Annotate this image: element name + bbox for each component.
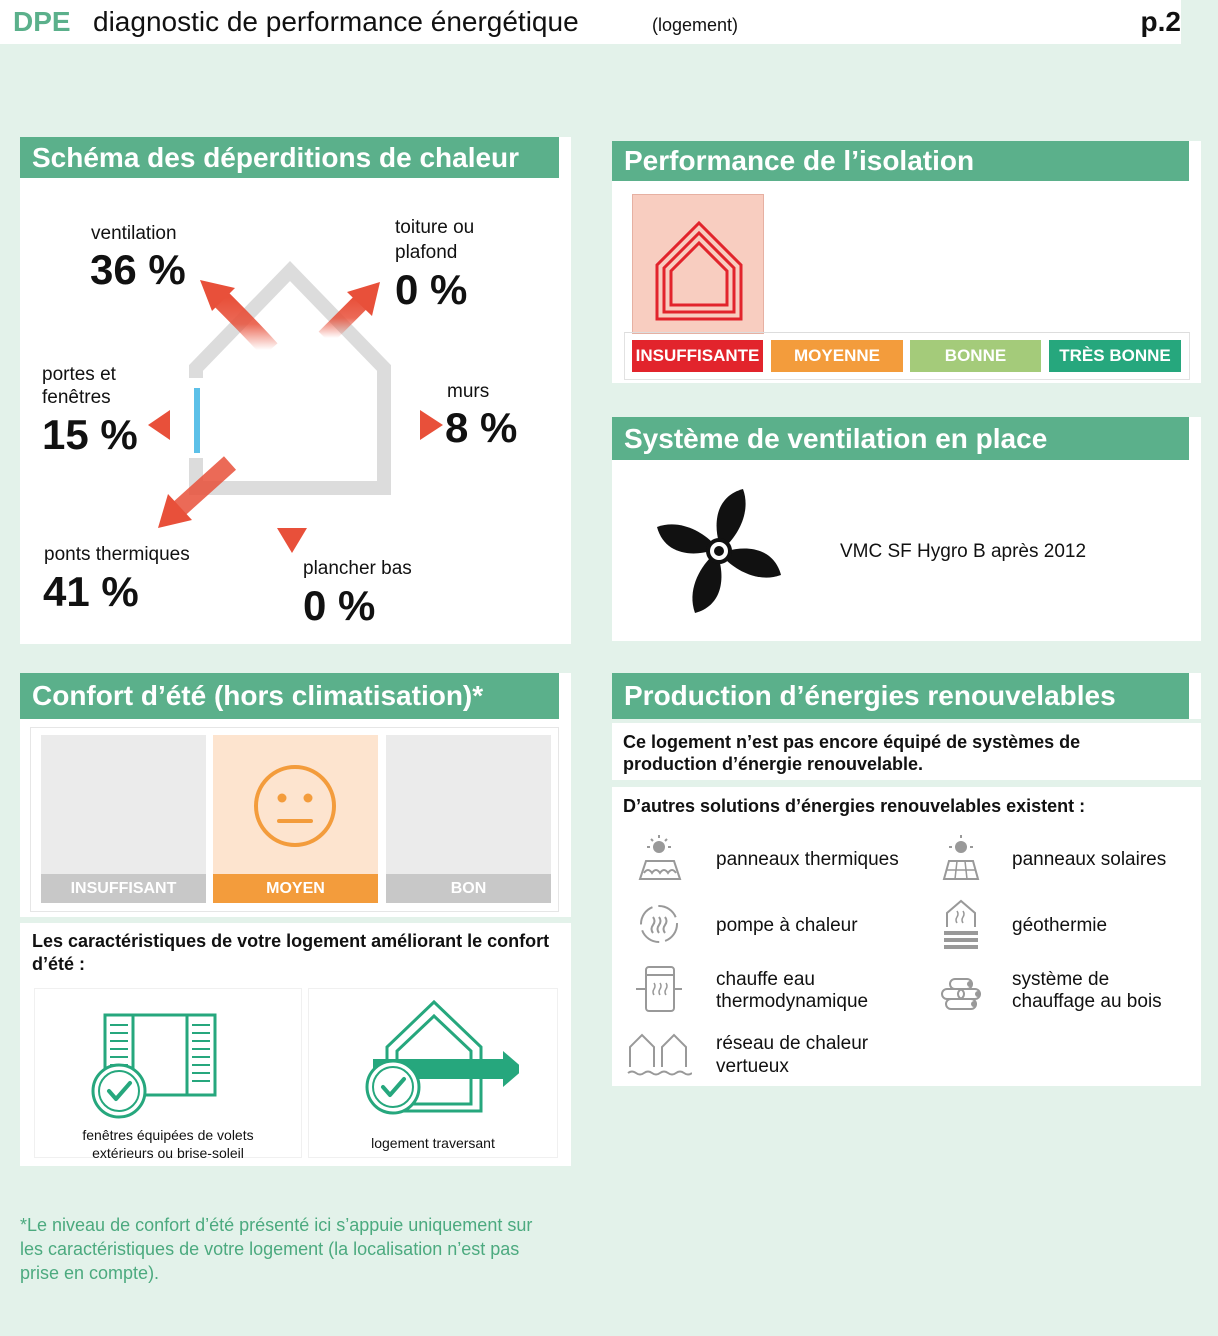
confort-level-bon: [386, 735, 551, 903]
confort-label-moyen: MOYEN: [213, 874, 378, 903]
renouvelables-status-line-2: production d’énergie renouvelable.: [623, 754, 924, 774]
shutters-icon: [90, 1007, 250, 1122]
portes-arrowhead: [148, 410, 170, 440]
confort-label-insuffisant: INSUFFISANT: [41, 874, 206, 903]
title-tail: [1189, 141, 1201, 181]
portes-value: 15 %: [42, 411, 138, 458]
ventilation-system-title-text: Système de ventilation en place: [624, 422, 1048, 454]
wood-heating-icon: [934, 963, 988, 1017]
heat-network-icon: [626, 1027, 692, 1081]
confort-label-bon: BON: [386, 874, 551, 903]
ponts-label: ponts thermiques: [44, 544, 190, 565]
title-tail: [559, 673, 571, 719]
cross-ventilation-house-icon: [359, 999, 519, 1124]
geothermal-icon: [934, 897, 988, 951]
confort-footnote: [20, 1213, 532, 1285]
solution-panneaux-thermiques: panneaux thermiques: [716, 849, 899, 870]
murs-value: 8 %: [445, 404, 518, 451]
page-number: p.2: [1140, 6, 1181, 37]
confort-characteristics-panel: [20, 923, 571, 1166]
solution-geothermie: géothermie: [1012, 915, 1108, 936]
confort-title: [20, 673, 571, 719]
isolation-level-insuffisante: INSUFFISANTE: [632, 340, 763, 372]
footnote-line-2: les caractéristiques de votre logement (la localisation n’est pas: [20, 1239, 520, 1259]
murs-label: murs: [447, 381, 490, 402]
document-subtitle: (logement): [652, 15, 739, 35]
footnote-line-3: prise en compte).: [20, 1263, 160, 1283]
thermal-panel-icon: [632, 833, 686, 887]
ventilation-system-value: VMC SF Hygro B après 2012: [840, 541, 1087, 562]
renouvelables-status-line-1: Ce logement n’est pas encore équipé de systèmes de: [623, 732, 1081, 752]
dpe-brand: DPE: [13, 6, 71, 37]
isolation-level-bonne: BONNE: [910, 340, 1041, 372]
title-tail: [1189, 417, 1201, 460]
solar-panel-icon: [934, 833, 988, 887]
footnote-line-1: *Le niveau de confort d’été présenté ici s’appuie uniquement sur: [20, 1215, 533, 1235]
portes-label-1: portes et: [42, 364, 116, 385]
deperditions-panel: [20, 178, 571, 644]
toiture-label-2: plafond: [395, 242, 458, 263]
renouvelables-solutions-panel: [612, 787, 1201, 1086]
isolation-level-moyenne: MOYENNE: [771, 340, 903, 372]
house-insulation-icon: [633, 195, 765, 335]
deperditions-title-text: Schéma des déperditions de chaleur: [32, 141, 520, 173]
confort-level-insuffisant: [41, 735, 206, 903]
feature-shutters: [34, 988, 302, 1161]
title-tail: [1189, 673, 1201, 719]
page-header: [0, 0, 1181, 44]
isolation-title: [612, 141, 1201, 181]
portes-label-2: fenêtres: [42, 387, 111, 408]
isolation-level-tres-bonne: TRÈS BONNE: [1049, 340, 1181, 372]
isolation-highlight: [632, 194, 764, 334]
solution-reseau-2: vertueux: [716, 1056, 789, 1077]
plancher-label: plancher bas: [303, 558, 412, 579]
isolation-title-text: Performance de l’isolation: [624, 145, 975, 176]
confort-title-text: Confort d’été (hors climatisation)*: [32, 680, 484, 711]
toiture-value: 0 %: [395, 266, 468, 313]
feature-traversant: [308, 988, 558, 1158]
feature-shutters-label-1: fenêtres équipées de volets: [82, 1127, 254, 1143]
solution-chauffe-eau-2: thermodynamique: [716, 991, 869, 1012]
renouvelables-title: [612, 673, 1201, 719]
solution-pompe-a-chaleur: pompe à chaleur: [716, 915, 858, 936]
renouvelables-others-title: D’autres solutions d’énergies renouvelables existent :: [623, 796, 1086, 816]
toiture-label-1: toiture ou: [395, 217, 475, 238]
ventilation-value: 36 %: [90, 246, 186, 293]
ponts-value: 41 %: [43, 568, 139, 615]
solution-reseau-1: réseau de chaleur: [716, 1033, 869, 1054]
plancher-arrowhead: [277, 528, 307, 553]
deperditions-title: [20, 137, 571, 178]
renouvelables-status-panel: [612, 723, 1201, 780]
solution-chauffe-eau-1: chauffe eau: [716, 969, 815, 990]
murs-arrowhead: [420, 410, 443, 440]
feature-traversant-label: logement traversant: [371, 1135, 495, 1151]
heat-pump-icon: [632, 897, 686, 951]
solution-bois-1: système de: [1012, 969, 1110, 990]
feature-shutters-label-2: extérieurs ou brise-soleil: [92, 1145, 244, 1161]
solution-bois-2: chauffage au bois: [1012, 991, 1162, 1012]
title-tail: [559, 137, 571, 178]
renouvelables-title-text: Production d’énergies renouvelables: [624, 680, 1116, 711]
solution-panneaux-solaires: panneaux solaires: [1012, 849, 1167, 870]
confort-level-moyen: [213, 735, 378, 903]
confort-characteristics-title: Les caractéristiques de votre logement améliorant le confort d’été :: [32, 931, 550, 974]
neutral-face-icon: [252, 763, 338, 849]
ventilation-label: ventilation: [91, 223, 177, 244]
fan-icon: [654, 486, 784, 616]
water-heater-icon: [632, 963, 686, 1017]
document-title: diagnostic de performance énergétique: [93, 6, 579, 37]
ventilation-system-title: [612, 417, 1201, 460]
ventilation-system-panel: [612, 460, 1201, 641]
plancher-value: 0 %: [303, 582, 376, 629]
